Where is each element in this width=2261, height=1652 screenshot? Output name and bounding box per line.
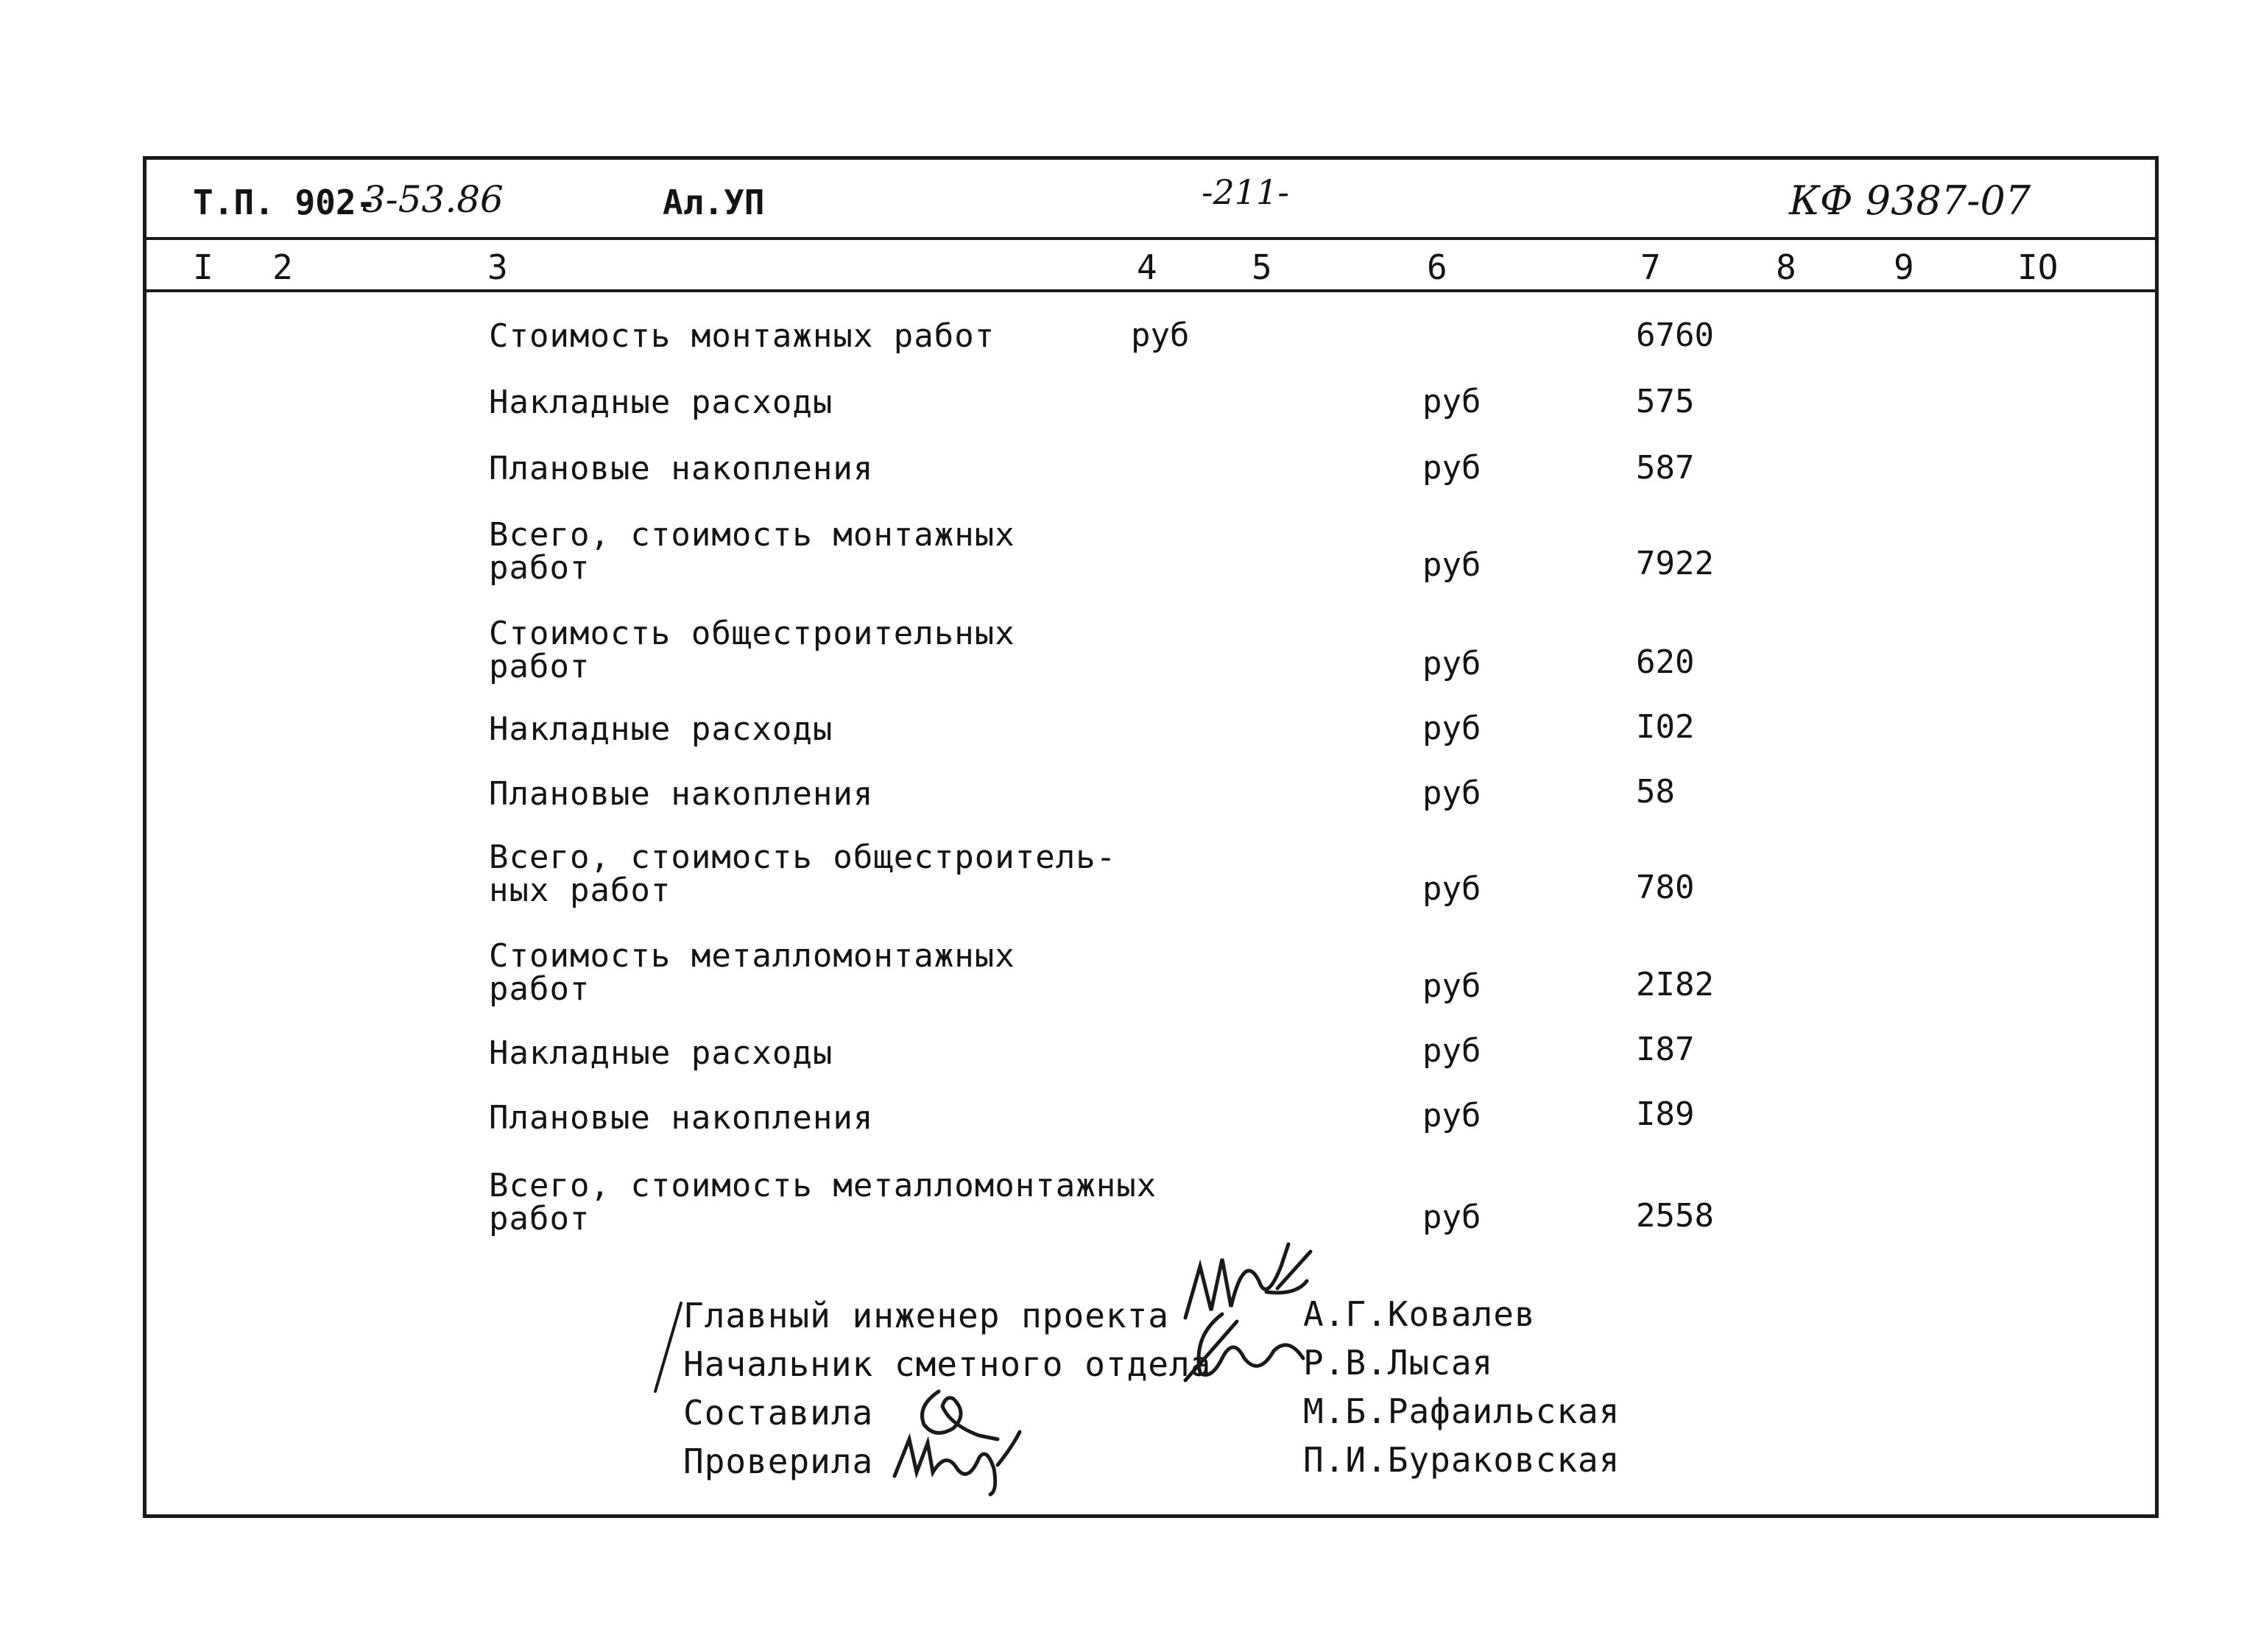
row-description-continuation: работ <box>489 970 590 1008</box>
row-description: Стоимость общестроительных <box>489 615 1015 652</box>
column-number: I <box>193 247 214 287</box>
row-unit: руб <box>1422 774 1481 812</box>
column-number: 2 <box>272 247 293 287</box>
handwritten-signature <box>1178 1307 1318 1388</box>
signature-name: М.Б.Рафаильская <box>1303 1391 1620 1431</box>
column-number: 9 <box>1894 247 1914 287</box>
row-value: I02 <box>1636 708 1695 746</box>
signature-role: Начальник сметного отдела <box>683 1344 1212 1384</box>
row-unit: руб <box>1422 710 1481 747</box>
project-designation: Т.П. 902- <box>193 183 377 222</box>
page-number: -211- <box>1202 172 1289 212</box>
row-value: I89 <box>1636 1095 1695 1133</box>
row-unit: руб <box>1422 383 1481 420</box>
row-value: 6760 <box>1636 317 1714 354</box>
column-number: IO <box>2017 247 2059 287</box>
row-description: Плановые накопления <box>489 775 874 813</box>
row-description: Стоимость монтажных работ <box>489 317 995 355</box>
signature-role: Составила <box>683 1393 874 1433</box>
row-description-continuation: работ <box>489 549 590 587</box>
row-description: Накладные расходы <box>489 384 833 421</box>
margin-stroke <box>648 1296 692 1399</box>
row-unit: руб <box>1422 546 1481 584</box>
album-number: Ал.УП <box>663 183 765 222</box>
row-unit: руб <box>1422 870 1481 908</box>
row-value: I87 <box>1636 1031 1695 1068</box>
row-value: 2558 <box>1636 1197 1714 1235</box>
row-unit: руб <box>1422 645 1481 682</box>
row-value: 58 <box>1636 773 1675 811</box>
column-header-divider <box>144 289 2157 292</box>
row-description: Всего, стоимость монтажных <box>489 516 1015 554</box>
row-unit: руб <box>1131 317 1190 354</box>
row-value: 7922 <box>1636 545 1714 582</box>
signature-name: П.И.Бураковская <box>1303 1440 1620 1480</box>
handwritten-signature <box>887 1425 1027 1498</box>
signature-role: Главный инженер проекта <box>683 1296 1169 1335</box>
row-unit: руб <box>1422 1199 1481 1236</box>
row-description: Стоимость металломонтажных <box>489 937 1015 975</box>
row-value: 587 <box>1636 449 1695 487</box>
signature-name: Р.В.Лысая <box>1303 1343 1494 1383</box>
row-description-continuation: работ <box>489 648 590 685</box>
row-description: Накладные расходы <box>489 1034 833 1072</box>
column-number: 8 <box>1776 247 1796 287</box>
archive-number: КФ 9387-07 <box>1789 177 2031 224</box>
row-description-continuation: работ <box>489 1200 590 1238</box>
row-unit: руб <box>1422 967 1481 1005</box>
row-description: Плановые накопления <box>489 1099 874 1137</box>
row-description: Накладные расходы <box>489 710 833 748</box>
column-number: 4 <box>1137 247 1157 287</box>
column-number: 3 <box>487 247 508 287</box>
row-unit: руб <box>1422 449 1481 487</box>
row-description: Всего, стоимость металломонтажных <box>489 1167 1157 1204</box>
row-description-continuation: ных работ <box>489 872 671 909</box>
signature-name: А.Г.Ковалев <box>1303 1294 1536 1334</box>
signature-role: Проверила <box>683 1441 874 1481</box>
row-unit: руб <box>1422 1032 1481 1070</box>
row-value: 575 <box>1636 383 1695 420</box>
column-number: 6 <box>1427 247 1447 287</box>
row-unit: руб <box>1422 1097 1481 1134</box>
row-description: Всего, стоимость общестроитель- <box>489 839 1117 876</box>
row-value: 620 <box>1636 643 1695 681</box>
row-description: Плановые накопления <box>489 450 874 487</box>
header-divider <box>144 237 2157 240</box>
column-number: 7 <box>1640 247 1661 287</box>
row-value: 780 <box>1636 869 1695 906</box>
project-designation-handwritten: 3-53.86 <box>362 178 504 221</box>
column-number: 5 <box>1252 247 1272 287</box>
row-value: 2I82 <box>1636 966 1714 1003</box>
